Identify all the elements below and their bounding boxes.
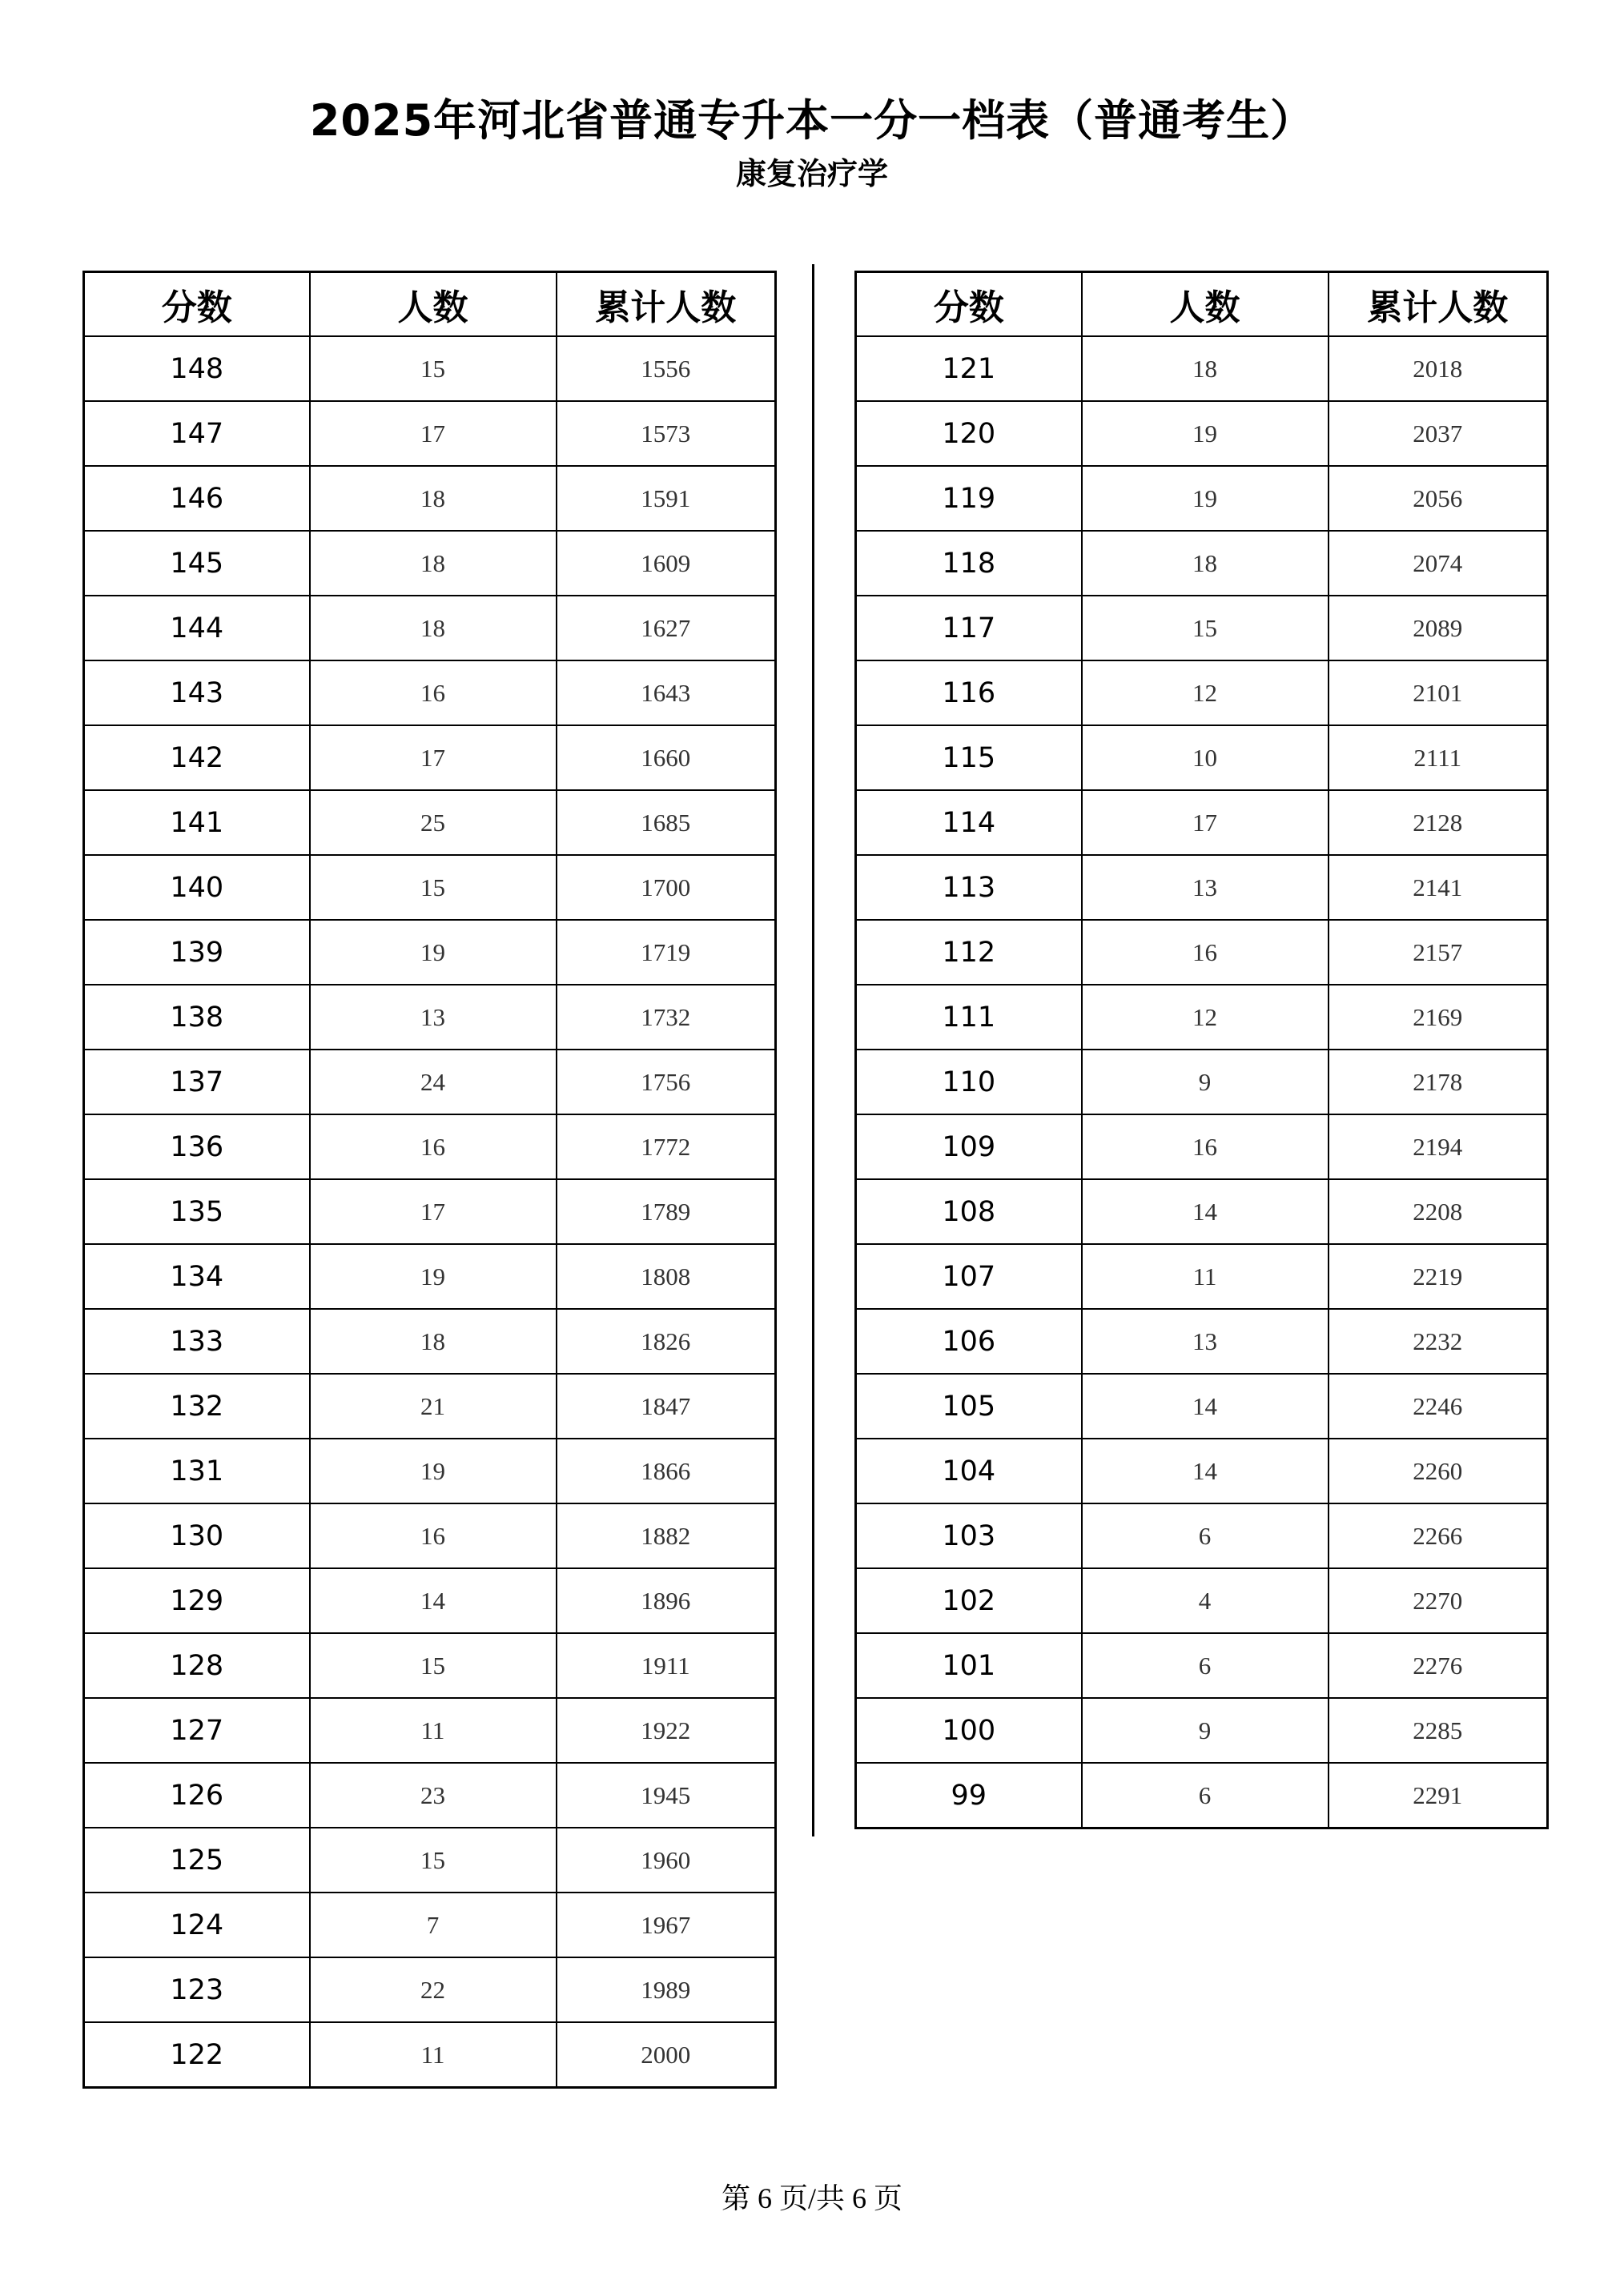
count-cell: 12: [1082, 985, 1329, 1050]
table-row: [84, 1568, 776, 1633]
score-cell: 109: [856, 1114, 1082, 1179]
cumulative-cell: 1556: [557, 336, 776, 401]
cumulative-cell: 2157: [1329, 920, 1548, 985]
score-cell: 116: [856, 660, 1082, 725]
score-cell: 145: [84, 531, 310, 596]
score-cell: 125: [84, 1828, 310, 1893]
cumulative-cell: 2169: [1329, 985, 1548, 1050]
score-table-right-body: [856, 336, 1548, 1828]
table-row: [84, 1309, 776, 1374]
table-row: [84, 985, 776, 1050]
table-row: [856, 336, 1548, 401]
score-cell: 126: [84, 1763, 310, 1828]
score-cell: 138: [84, 985, 310, 1050]
cumulative-cell: 1808: [557, 1244, 776, 1309]
table-row: [856, 1114, 1548, 1179]
table-row: [856, 790, 1548, 855]
cumulative-cell: 2219: [1329, 1244, 1548, 1309]
score-cell: 104: [856, 1439, 1082, 1503]
table-row: [84, 1439, 776, 1503]
score-cell: 103: [856, 1503, 1082, 1568]
table-row: [856, 1568, 1548, 1633]
table-row: [856, 1633, 1548, 1698]
count-cell: 18: [310, 1309, 557, 1374]
cumulative-cell: 1772: [557, 1114, 776, 1179]
table-row: [84, 1763, 776, 1828]
cumulative-cell: 2056: [1329, 466, 1548, 531]
column-header-cumulative: 累计人数: [557, 272, 776, 337]
cumulative-cell: 2089: [1329, 596, 1548, 660]
score-cell: 102: [856, 1568, 1082, 1633]
table-row: [84, 1503, 776, 1568]
score-cell: 132: [84, 1374, 310, 1439]
table-row: [84, 660, 776, 725]
score-cell: 101: [856, 1633, 1082, 1698]
table-row: [84, 531, 776, 596]
cumulative-cell: 2018: [1329, 336, 1548, 401]
count-cell: 18: [310, 531, 557, 596]
score-cell: 143: [84, 660, 310, 725]
count-cell: 13: [1082, 1309, 1329, 1374]
cumulative-cell: 1967: [557, 1893, 776, 1957]
score-table-right: [854, 271, 1549, 1829]
count-cell: 12: [1082, 660, 1329, 725]
score-cell: 118: [856, 531, 1082, 596]
count-cell: 18: [310, 596, 557, 660]
table-row: [84, 2022, 776, 2088]
cumulative-cell: 2178: [1329, 1050, 1548, 1114]
cumulative-cell: 1945: [557, 1763, 776, 1828]
score-cell: 147: [84, 401, 310, 466]
table-row: [84, 1114, 776, 1179]
count-cell: 4: [1082, 1568, 1329, 1633]
count-cell: 7: [310, 1893, 557, 1957]
table-row: [856, 1698, 1548, 1763]
cumulative-cell: 1732: [557, 985, 776, 1050]
count-cell: 17: [310, 725, 557, 790]
column-header-count: 人数: [310, 272, 557, 337]
cumulative-cell: 2101: [1329, 660, 1548, 725]
cumulative-cell: 1789: [557, 1179, 776, 1244]
count-cell: 13: [310, 985, 557, 1050]
count-cell: 15: [310, 855, 557, 920]
score-cell: 111: [856, 985, 1082, 1050]
table-row: [84, 1698, 776, 1763]
score-cell: 136: [84, 1114, 310, 1179]
table-row: [856, 596, 1548, 660]
score-table-left-body: [84, 336, 776, 2088]
score-cell: 112: [856, 920, 1082, 985]
table-row: [84, 790, 776, 855]
cumulative-cell: 2208: [1329, 1179, 1548, 1244]
score-cell: 133: [84, 1309, 310, 1374]
cumulative-cell: 1609: [557, 531, 776, 596]
score-cell: 127: [84, 1698, 310, 1763]
cumulative-cell: 2285: [1329, 1698, 1548, 1763]
table-row: [84, 1633, 776, 1698]
table-row: [856, 1503, 1548, 1568]
score-cell: 124: [84, 1893, 310, 1957]
count-cell: 16: [1082, 920, 1329, 985]
count-cell: 14: [1082, 1179, 1329, 1244]
count-cell: 9: [1082, 1698, 1329, 1763]
cumulative-cell: 1627: [557, 596, 776, 660]
table-row: [84, 1893, 776, 1957]
count-cell: 6: [1082, 1763, 1329, 1828]
count-cell: 6: [1082, 1503, 1329, 1568]
score-cell: 120: [856, 401, 1082, 466]
count-cell: 18: [1082, 336, 1329, 401]
table-row: [84, 920, 776, 985]
score-cell: 139: [84, 920, 310, 985]
cumulative-cell: 1826: [557, 1309, 776, 1374]
table-row: [856, 531, 1548, 596]
count-cell: 19: [310, 1439, 557, 1503]
cumulative-cell: 1685: [557, 790, 776, 855]
column-header-count: 人数: [1082, 272, 1329, 337]
count-cell: 16: [310, 1114, 557, 1179]
table-header-row: [856, 272, 1548, 337]
table-row: [856, 1179, 1548, 1244]
cumulative-cell: 2260: [1329, 1439, 1548, 1503]
cumulative-cell: 2276: [1329, 1633, 1548, 1698]
cumulative-cell: 2000: [557, 2022, 776, 2088]
score-cell: 107: [856, 1244, 1082, 1309]
cumulative-cell: 1896: [557, 1568, 776, 1633]
count-cell: 11: [1082, 1244, 1329, 1309]
cumulative-cell: 1960: [557, 1828, 776, 1893]
count-cell: 16: [1082, 1114, 1329, 1179]
score-cell: 134: [84, 1244, 310, 1309]
table-row: [856, 920, 1548, 985]
cumulative-cell: 2128: [1329, 790, 1548, 855]
table-row: [84, 1828, 776, 1893]
count-cell: 11: [310, 1698, 557, 1763]
count-cell: 18: [1082, 531, 1329, 596]
cumulative-cell: 2074: [1329, 531, 1548, 596]
page-title: 2025年河北省普通专升本一分一档表（普通考生）: [309, 95, 1315, 146]
table-header-row: [84, 272, 776, 337]
score-cell: 148: [84, 336, 310, 401]
count-cell: 19: [310, 920, 557, 985]
count-cell: 9: [1082, 1050, 1329, 1114]
score-cell: 119: [856, 466, 1082, 531]
table-row: [856, 660, 1548, 725]
cumulative-cell: 2291: [1329, 1763, 1548, 1828]
table-row: [84, 1374, 776, 1439]
table-row: [856, 1244, 1548, 1309]
count-cell: 24: [310, 1050, 557, 1114]
score-cell: 123: [84, 1957, 310, 2022]
score-cell: 137: [84, 1050, 310, 1114]
cumulative-cell: 1573: [557, 401, 776, 466]
table-row: [856, 1050, 1548, 1114]
cumulative-cell: 1643: [557, 660, 776, 725]
score-cell: 105: [856, 1374, 1082, 1439]
score-cell: 106: [856, 1309, 1082, 1374]
count-cell: 17: [1082, 790, 1329, 855]
cumulative-cell: 1882: [557, 1503, 776, 1568]
score-cell: 117: [856, 596, 1082, 660]
count-cell: 21: [310, 1374, 557, 1439]
cumulative-cell: 1922: [557, 1698, 776, 1763]
count-cell: 14: [310, 1568, 557, 1633]
table-row: [856, 855, 1548, 920]
cumulative-cell: 1989: [557, 1957, 776, 2022]
score-cell: 100: [856, 1698, 1082, 1763]
cumulative-cell: 1660: [557, 725, 776, 790]
count-cell: 23: [310, 1763, 557, 1828]
score-cell: 115: [856, 725, 1082, 790]
table-row: [84, 855, 776, 920]
count-cell: 19: [310, 1244, 557, 1309]
column-header-score: 分数: [84, 272, 310, 337]
count-cell: 22: [310, 1957, 557, 2022]
score-cell: 121: [856, 336, 1082, 401]
count-cell: 6: [1082, 1633, 1329, 1698]
table-row: [856, 1309, 1548, 1374]
cumulative-cell: 2266: [1329, 1503, 1548, 1568]
cumulative-cell: 2194: [1329, 1114, 1548, 1179]
table-row: [856, 401, 1548, 466]
table-row: [84, 1179, 776, 1244]
count-cell: 13: [1082, 855, 1329, 920]
count-cell: 25: [310, 790, 557, 855]
cumulative-cell: 1847: [557, 1374, 776, 1439]
count-cell: 19: [1082, 466, 1329, 531]
score-cell: 131: [84, 1439, 310, 1503]
count-cell: 14: [1082, 1439, 1329, 1503]
table-row: [856, 466, 1548, 531]
cumulative-cell: 1700: [557, 855, 776, 920]
score-cell: 110: [856, 1050, 1082, 1114]
table-row: [84, 336, 776, 401]
cumulative-cell: 1911: [557, 1633, 776, 1698]
score-cell: 144: [84, 596, 310, 660]
table-row: [856, 1439, 1548, 1503]
count-cell: 16: [310, 660, 557, 725]
count-cell: 16: [310, 1503, 557, 1568]
score-table-left: [82, 271, 777, 2089]
table-row: [856, 1763, 1548, 1828]
score-cell: 135: [84, 1179, 310, 1244]
count-cell: 10: [1082, 725, 1329, 790]
table-row: [84, 401, 776, 466]
count-cell: 19: [1082, 401, 1329, 466]
score-cell: 129: [84, 1568, 310, 1633]
cumulative-cell: 1719: [557, 920, 776, 985]
count-cell: 15: [1082, 596, 1329, 660]
table-row: [84, 596, 776, 660]
column-header-cumulative: 累计人数: [1329, 272, 1548, 337]
count-cell: 15: [310, 336, 557, 401]
page-number: 第 6 页/共 6 页: [721, 2182, 902, 2214]
score-cell: 99: [856, 1763, 1082, 1828]
cumulative-cell: 2111: [1329, 725, 1548, 790]
cumulative-cell: 2246: [1329, 1374, 1548, 1439]
score-cell: 142: [84, 725, 310, 790]
count-cell: 11: [310, 2022, 557, 2088]
column-header-score: 分数: [856, 272, 1082, 337]
table-row: [84, 1957, 776, 2022]
score-cell: 108: [856, 1179, 1082, 1244]
page-subtitle: 康复治疗学: [735, 156, 888, 191]
cumulative-cell: 2141: [1329, 855, 1548, 920]
count-cell: 15: [310, 1828, 557, 1893]
count-cell: 18: [310, 466, 557, 531]
table-row: [84, 466, 776, 531]
count-cell: 15: [310, 1633, 557, 1698]
column-divider: [812, 264, 814, 1836]
cumulative-cell: 1866: [557, 1439, 776, 1503]
table-row: [856, 725, 1548, 790]
table-row: [856, 985, 1548, 1050]
score-cell: 122: [84, 2022, 310, 2088]
score-cell: 130: [84, 1503, 310, 1568]
table-row: [84, 1050, 776, 1114]
count-cell: 17: [310, 401, 557, 466]
cumulative-cell: 2037: [1329, 401, 1548, 466]
score-cell: 141: [84, 790, 310, 855]
score-cell: 114: [856, 790, 1082, 855]
cumulative-cell: 2270: [1329, 1568, 1548, 1633]
table-row: [84, 725, 776, 790]
score-cell: 128: [84, 1633, 310, 1698]
score-cell: 140: [84, 855, 310, 920]
cumulative-cell: 2232: [1329, 1309, 1548, 1374]
table-row: [84, 1244, 776, 1309]
count-cell: 17: [310, 1179, 557, 1244]
score-cell: 113: [856, 855, 1082, 920]
table-row: [856, 1374, 1548, 1439]
cumulative-cell: 1591: [557, 466, 776, 531]
score-cell: 146: [84, 466, 310, 531]
cumulative-cell: 1756: [557, 1050, 776, 1114]
count-cell: 14: [1082, 1374, 1329, 1439]
